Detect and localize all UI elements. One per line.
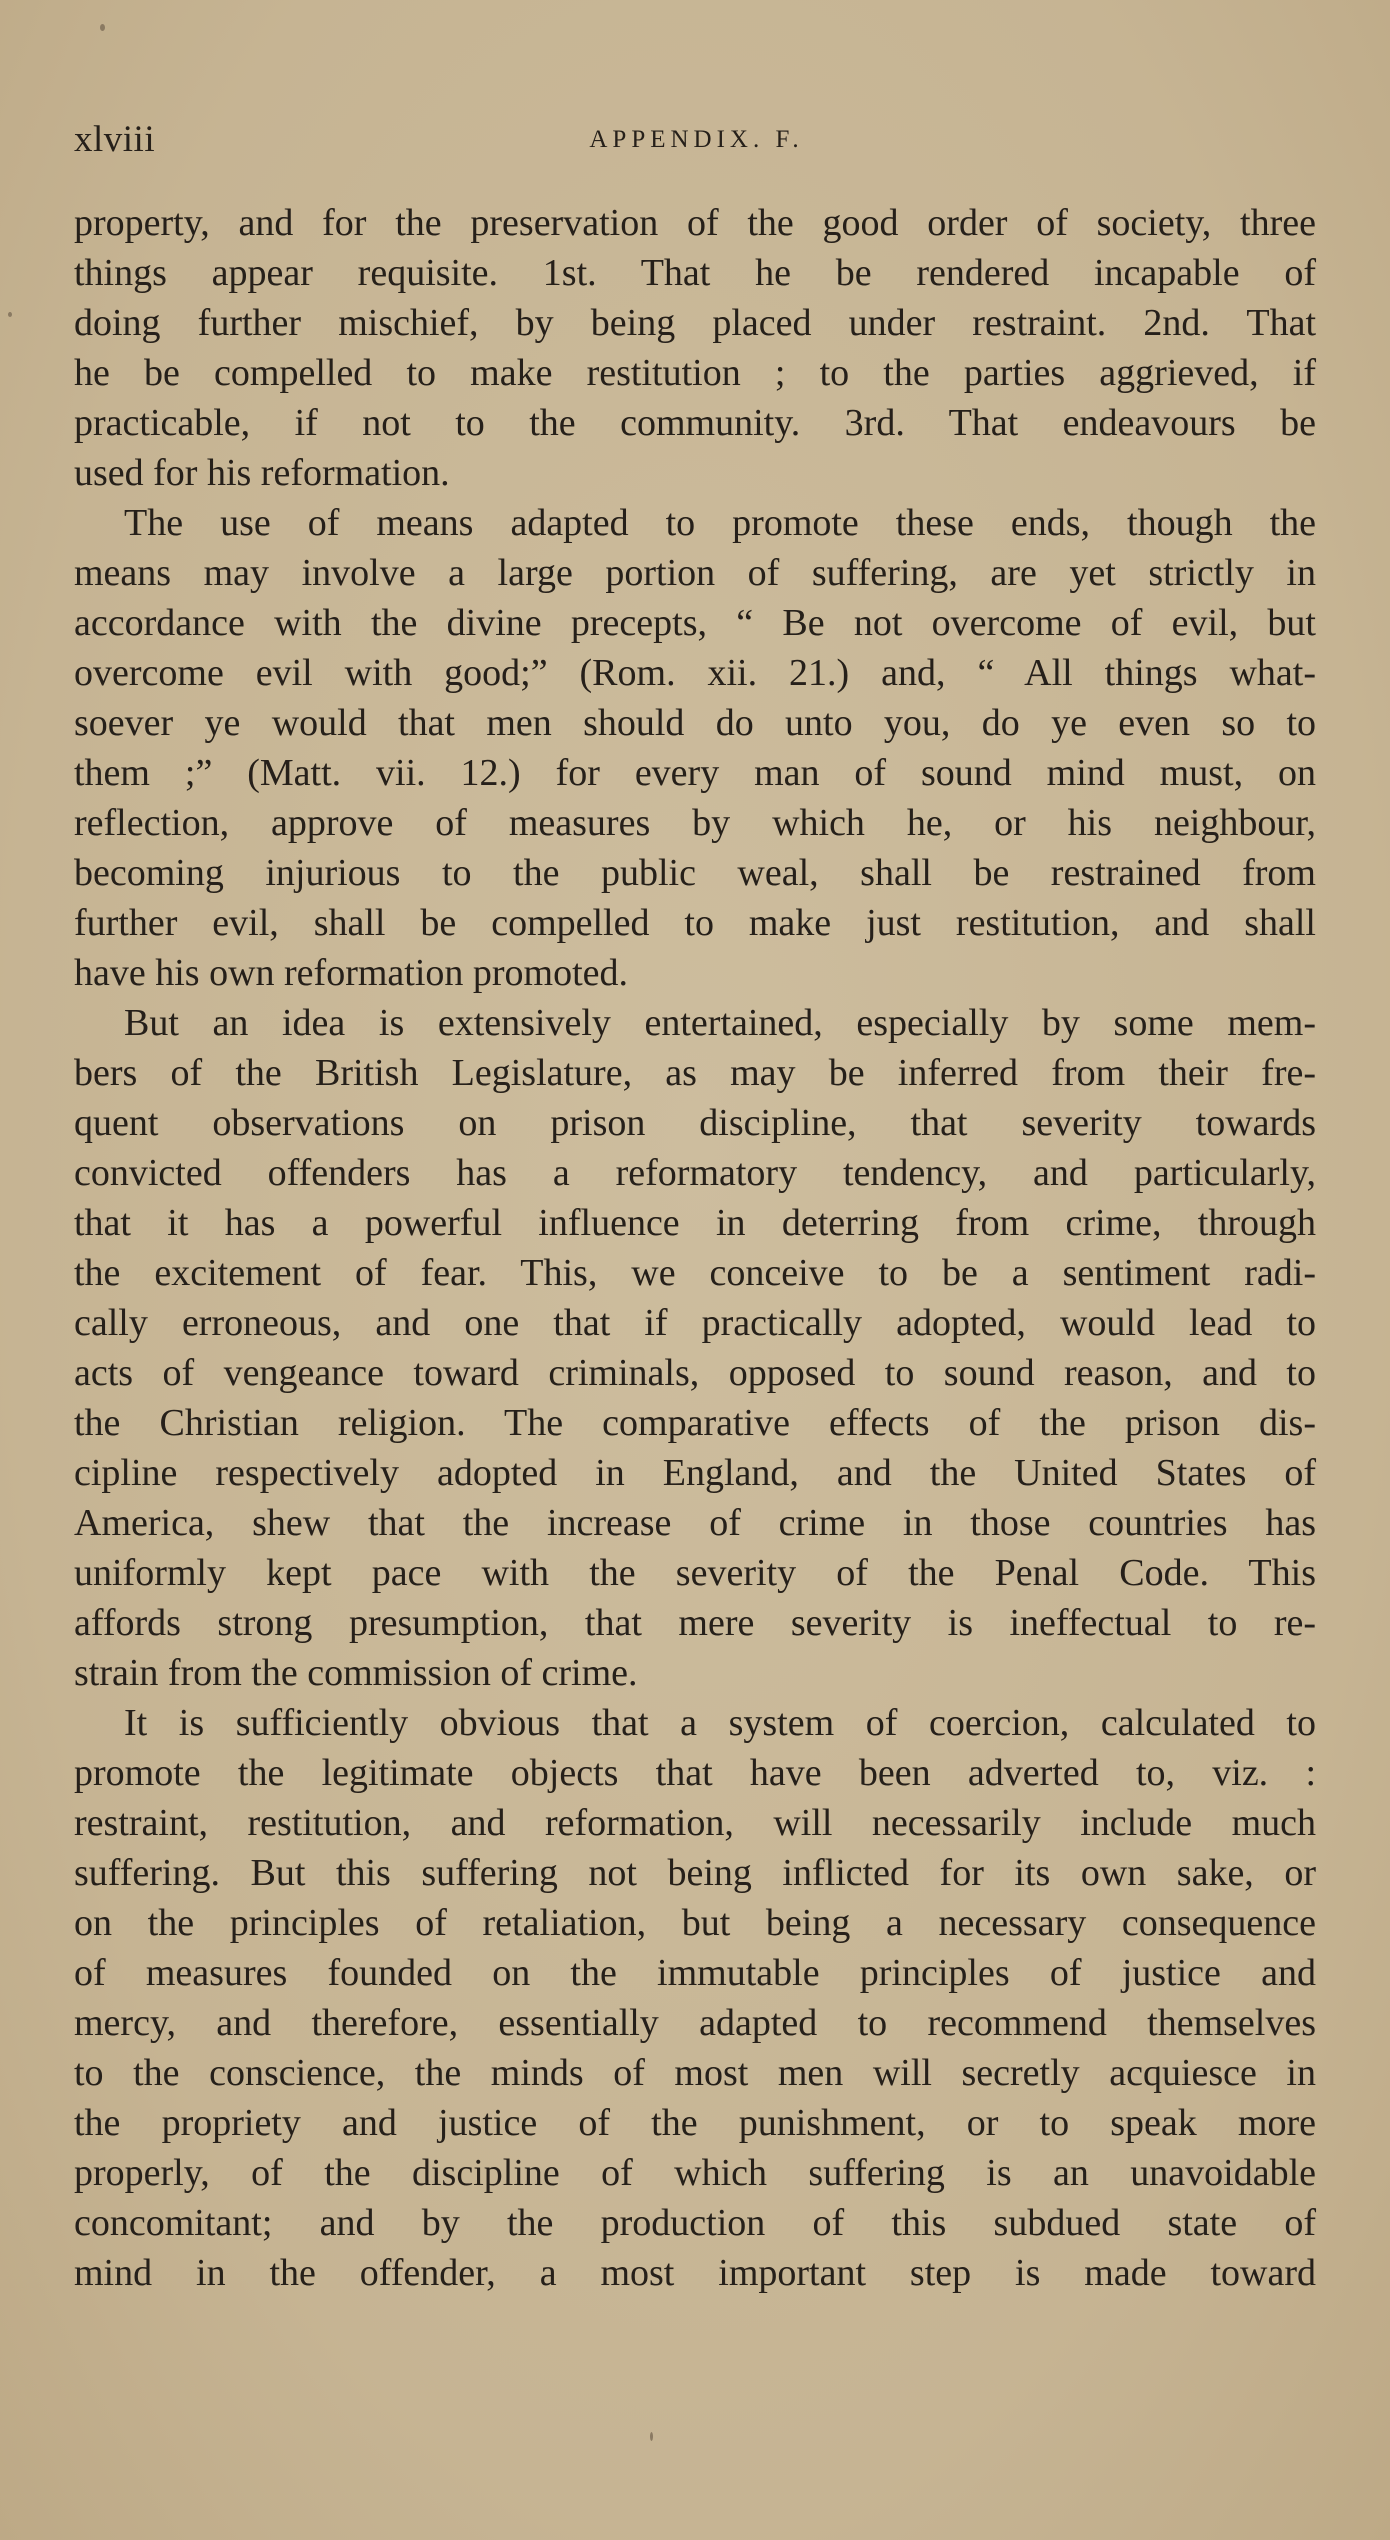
- text-line: he be compelled to make restitution ; to the parties aggrieved, if: [74, 352, 1316, 394]
- text-line: strain from the commission of crime.: [74, 1652, 638, 1694]
- text-line: soever ye would that men should do unto you, do ye even so to: [74, 702, 1316, 744]
- text-line: doing further mischief, by being placed under restraint. 2nd. That: [74, 302, 1316, 344]
- text-line: on the principles of retaliation, but being a necessary consequence: [74, 1902, 1316, 1944]
- text-line: the excitement of fear. This, we conceive to be a sentiment radi-: [74, 1252, 1316, 1294]
- text-line: the propriety and justice of the punishment, or to speak more: [74, 2102, 1316, 2144]
- text-line: have his own reformation promoted.: [74, 952, 629, 994]
- text-line: uniformly kept pace with the severity of the Penal Code. This: [74, 1552, 1316, 1594]
- text-line: that it has a powerful influence in deterring from crime, through: [74, 1202, 1316, 1244]
- text-line: cipline respectively adopted in England, and the United States of: [74, 1452, 1316, 1494]
- page-header: [74, 118, 1319, 168]
- text-line: The use of means adapted to promote these ends, though the: [124, 502, 1316, 544]
- text-line: of measures founded on the immutable principles of justice and: [74, 1952, 1316, 1994]
- text-line: convicted offenders has a reformatory tendency, and particularly,: [74, 1152, 1316, 1194]
- text-line: properly, of the discipline of which suffering is an unavoidable: [74, 2152, 1316, 2194]
- text-line: things appear requisite. 1st. That he be rendered incapable of: [74, 252, 1316, 294]
- text-line: But an idea is extensively entertained, especially by some mem-: [124, 1002, 1316, 1044]
- text-line: becoming injurious to the public weal, shall be restrained from: [74, 852, 1316, 894]
- paper-speck: [100, 24, 105, 31]
- text-line: property, and for the preservation of the good order of society, three: [74, 202, 1316, 244]
- text-line: It is sufficiently obvious that a system of coercion, calculated to: [124, 1702, 1316, 1744]
- text-line: to the conscience, the minds of most men will secretly acquiesce in: [74, 2052, 1316, 2094]
- page-number: xlviii: [74, 119, 156, 160]
- paper-speck: [8, 312, 12, 317]
- text-line: concomitant; and by the production of this subdued state of: [74, 2202, 1316, 2244]
- text-line: mercy, and therefore, essentially adapted to recommend themselves: [74, 2002, 1316, 2044]
- text-line: used for his reformation.: [74, 452, 450, 494]
- text-line: further evil, shall be compelled to make just restitution, and shall: [74, 902, 1316, 944]
- text-line: them ;” (Matt. vii. 12.) for every man of sound mind must, on: [74, 752, 1316, 794]
- text-line: reflection, approve of measures by which he, or his neighbour,: [74, 802, 1316, 844]
- text-line: restraint, restitution, and reformation, will necessarily include much: [74, 1802, 1316, 1844]
- text-line: means may involve a large portion of suffering, are yet strictly in: [74, 552, 1316, 594]
- body-text: [74, 198, 1316, 2298]
- text-line: promote the legitimate objects that have been adverted to, viz. :: [74, 1752, 1316, 1794]
- text-line: the Christian religion. The comparative effects of the prison dis-: [74, 1402, 1316, 1444]
- text-line: practicable, if not to the community. 3rd. That endeavours be: [74, 402, 1316, 444]
- text-line: overcome evil with good;” (Rom. xii. 21.) and, “ All things what-: [74, 652, 1316, 694]
- running-head: APPENDIX. F.: [589, 126, 804, 153]
- paper-speck: [650, 2432, 653, 2441]
- text-line: quent observations on prison discipline, that severity towards: [74, 1102, 1316, 1144]
- text-line: affords strong presumption, that mere severity is ineffectual to re-: [74, 1602, 1316, 1644]
- text-line: accordance with the divine precepts, “ Be not overcome of evil, but: [74, 602, 1316, 644]
- text-line: cally erroneous, and one that if practically adopted, would lead to: [74, 1302, 1316, 1344]
- text-line: America, shew that the increase of crime in those countries has: [74, 1502, 1316, 1544]
- text-line: suffering. But this suffering not being inflicted for its own sake, or: [74, 1852, 1316, 1894]
- text-line: mind in the offender, a most important step is made toward: [74, 2252, 1316, 2294]
- text-line: bers of the British Legislature, as may be inferred from their fre-: [74, 1052, 1316, 1094]
- text-line: acts of vengeance toward criminals, opposed to sound reason, and to: [74, 1352, 1316, 1394]
